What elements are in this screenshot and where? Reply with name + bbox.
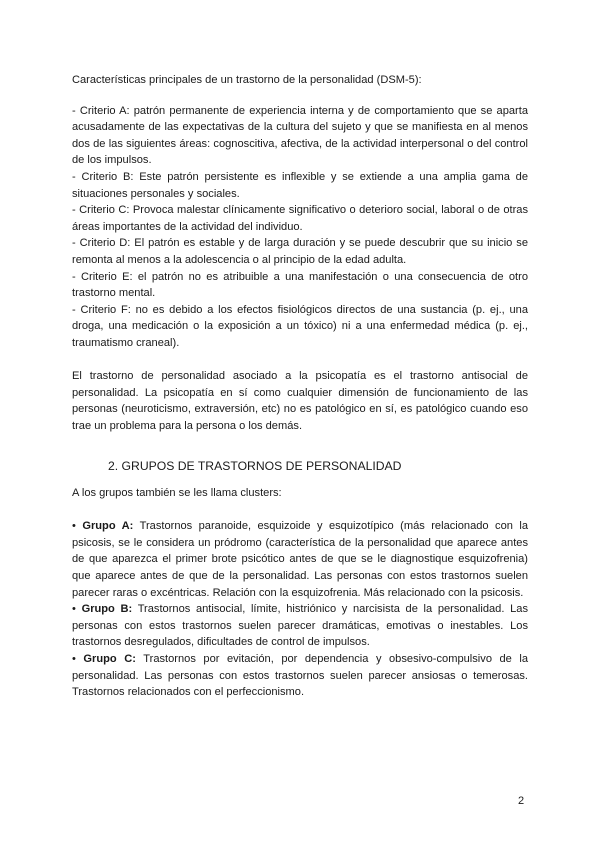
group-c-text: Trastornos por evitación, por dependencia y obsesivo-compulsivo de la personalidad. Las personas con estos trastornos suelen parecer ansiosas o temerosas. Trastornos relacionados con el perfeccionismo. (72, 653, 528, 699)
psicopatia-paragraph: El trastorno de personalidad asociado a la psicopatía es el trastorno antisocial de personalidad. La psicopatía en sí como cualquier dimensión de funcionamiento de las personas (neuroticismo, extraversión, etc) no es patológico en sí, es patológico cuando eso trae un problema para la persona o los demás. (72, 370, 528, 432)
criterion-e: - Criterio E: el patrón no es atribuible a una manifestación o una consecuencia de otro trastorno mental. (72, 270, 528, 300)
clusters-intro: A los grupos también se les llama clusters: (72, 487, 282, 500)
criterion-f: - Criterio F: no es debido a los efectos fisiológicos directos de una sustancia (p. ej., una droga, una medicación o la exposición a un tóxico) ni a una enfermedad médica (p. ej., traumatismo craneal). (72, 303, 528, 349)
group-b-label: Grupo B: (81, 603, 133, 616)
group-b (72, 601, 528, 651)
group-c (72, 651, 528, 701)
groups-list (72, 518, 528, 701)
group-c-label: Grupo C: (83, 653, 136, 665)
criteria-list (72, 103, 528, 352)
criterion-c: - Criterio C: Provoca malestar clínicamente significativo o deterioro social, laboral o de otras áreas importantes de la actividad del individuo. (72, 204, 528, 233)
group-b-text: Trastornos antisocial, límite, histriónico y narcisista de la personalidad. Las personas con estos trastornos suelen parecer dramáticas, emotivas o inestables. Los trastornos desregulados, dificultades de control de impulsos. (72, 603, 528, 649)
criterion-b: - Criterio B: Este patrón persistente es inflexible y se extiende a una amplia gama de situaciones personales y sociales. (72, 170, 528, 200)
page-content (72, 72, 528, 701)
criterion-d: - Criterio D: El patrón es estable y de larga duración y se puede descubrir que su inicio se remonta al menos a la adolescencia o al principio de la edad adulta. (72, 237, 528, 266)
bullet: • (72, 653, 76, 665)
group-a (72, 518, 528, 601)
group-a-text: Trastornos paranoide, esquizoide y esquizotípico (más relacionado con la psicosis, se le considera un pródromo (característica de la personalidad que aparece antes de que aparezca el primer brote psicótico antes de que se le diagnostique esquizofrenia) que aparece antes de que de la personalidad. Las personas con estos trastornos suelen parecer raras o excéntricas. Relación con la esquizofrenia. Más relacionado con la psicosis. (72, 520, 528, 599)
intro-title: Características principales de un trastorno de la personalidad (DSM-5): (72, 74, 422, 86)
spacer (72, 434, 528, 451)
criterion-a: - Criterio A: patrón permanente de experiencia interna y de comportamiento que se aparta acusadamente de las expectativas de la cultura del sujeto y que se manifiesta en al menos dos de las siguientes áreas: cognoscitiva, afectiva, de la actividad interpersonal o del control de los impulsos. (72, 104, 528, 167)
spacer (72, 502, 528, 519)
bullet: • (72, 520, 76, 533)
bullet: • (72, 603, 76, 616)
spacer (72, 352, 528, 369)
section-heading: 2. GRUPOS DE TRASTORNOS DE PERSONALIDAD (108, 459, 402, 474)
page-number: 2 (518, 795, 525, 807)
group-a-label: Grupo A: (82, 520, 134, 533)
